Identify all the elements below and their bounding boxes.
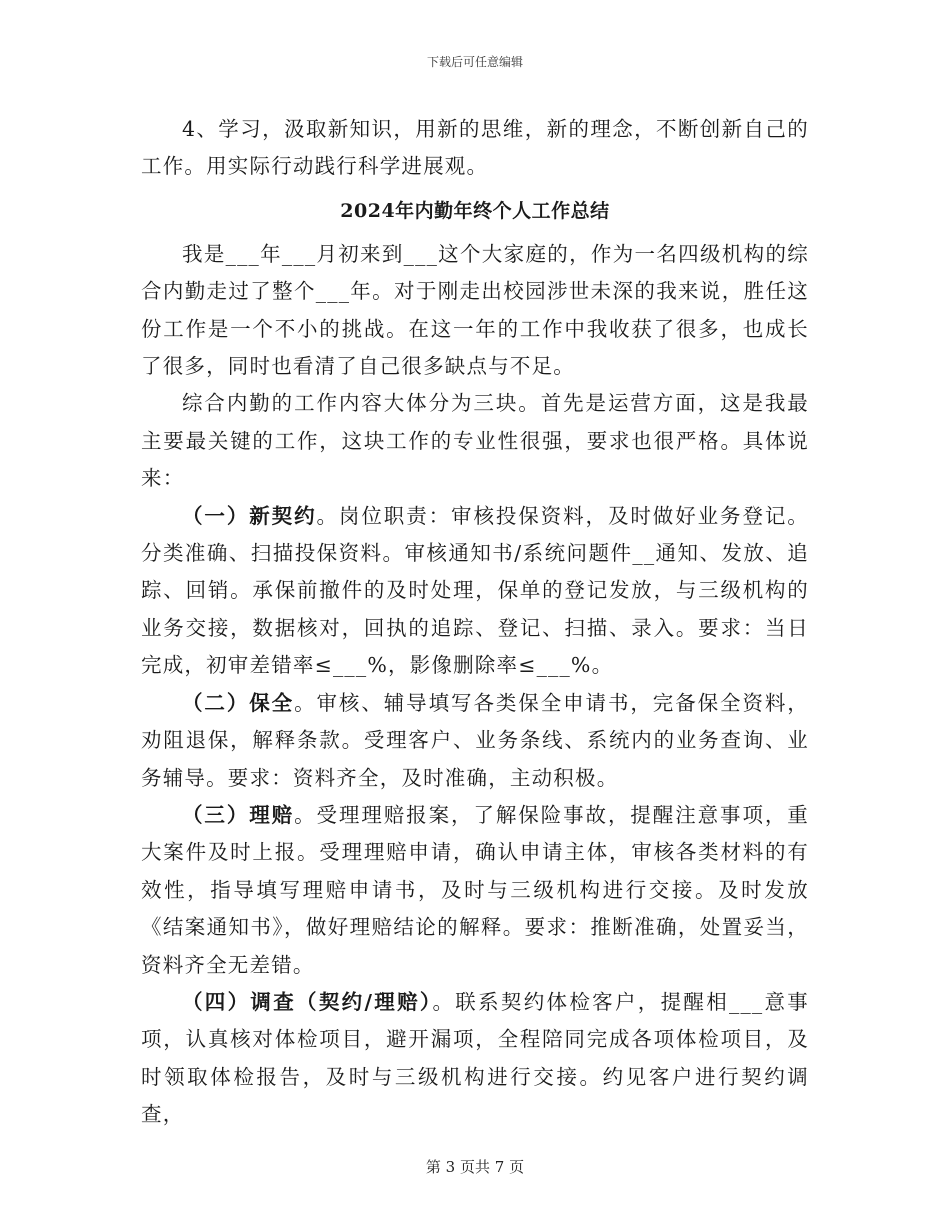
paragraph-new-contract xyxy=(141,498,809,685)
paragraph-overview: 综合内勤的工作内容大体分为三块。首先是运营方面，这是我最主要最关键的工作，这块工作的专业性很强，要求也很严格。具体说来： xyxy=(141,391,809,491)
body-investigation: 。联系契约体检客户，提醒相___意事项，认真核对体检项目，避开漏项，全程陪同完成各项体检项目，及时领取体检报告，及时与三级机构进行交接。约见客户进行契约调查， xyxy=(141,989,810,1127)
heading-investigation: （四）调查（契约/理赔） xyxy=(182,989,433,1014)
paragraph-preservation xyxy=(141,685,809,797)
body-preservation: 。审核、辅导填写各类保全申请书，完备保全资料，劝阻退保，解释条款。受理客户、业务条线、系统内的业务查询、业务辅导。要求：资料齐全，及时准确，主动积极。 xyxy=(141,690,809,790)
paragraph-claims xyxy=(141,797,809,984)
body-new-contract: 。岗位职责：审核投保资料，及时做好业务登记。分类准确、扫描投保资料。审核通知书/系统问题件__通知、发放、追踪、回销。承保前撤件的及时处理，保单的登记发放，与三级机构的业务交接，数据核对，回执的追踪、登记、扫描、录入。要求：当日完成，初审差错率≤___%，影像删除率≤___%。 xyxy=(141,503,809,678)
paragraph-intro: 我是___年___月初来到___这个大家庭的，作为一名四级机构的综合内勤走过了整个___年。对于刚走出校园涉世未深的我来说，胜任这份工作是一个不小的挑战。在这一年的工作中我收获了很多，也成长了很多，同时也看清了自己很多缺点与不足。 xyxy=(141,241,809,379)
page-footer: 第 3 页共 7 页 xyxy=(425,1158,525,1176)
body-claims: 。受理理赔报案，了解保险事故，提醒注意事项，重大案件及时上报。受理理赔申请，确认申请主体，审核各类材料的有效性，指导填写理赔申请书，及时与三级机构进行交接。及时发放《结案通知书》，做好理赔结论的解释。要求：推断准确，处置妥当，资料齐全无差错。 xyxy=(141,802,809,977)
page-header: 下载后可任意编辑 xyxy=(426,55,523,69)
document-body xyxy=(141,111,809,1134)
section-title: 2024年内勤年终个人工作总结 xyxy=(340,199,610,222)
heading-claims: （三）理赔 xyxy=(182,802,295,827)
heading-new-contract: （一）新契约 xyxy=(182,503,317,528)
paragraph-investigation xyxy=(141,984,809,1134)
heading-preservation: （二）保全 xyxy=(182,690,295,715)
paragraph-item-4: 4、学习，汲取新知识，用新的思维，新的理念，不断创新自己的工作。用实际行动践行科学进展观。 xyxy=(141,117,809,179)
